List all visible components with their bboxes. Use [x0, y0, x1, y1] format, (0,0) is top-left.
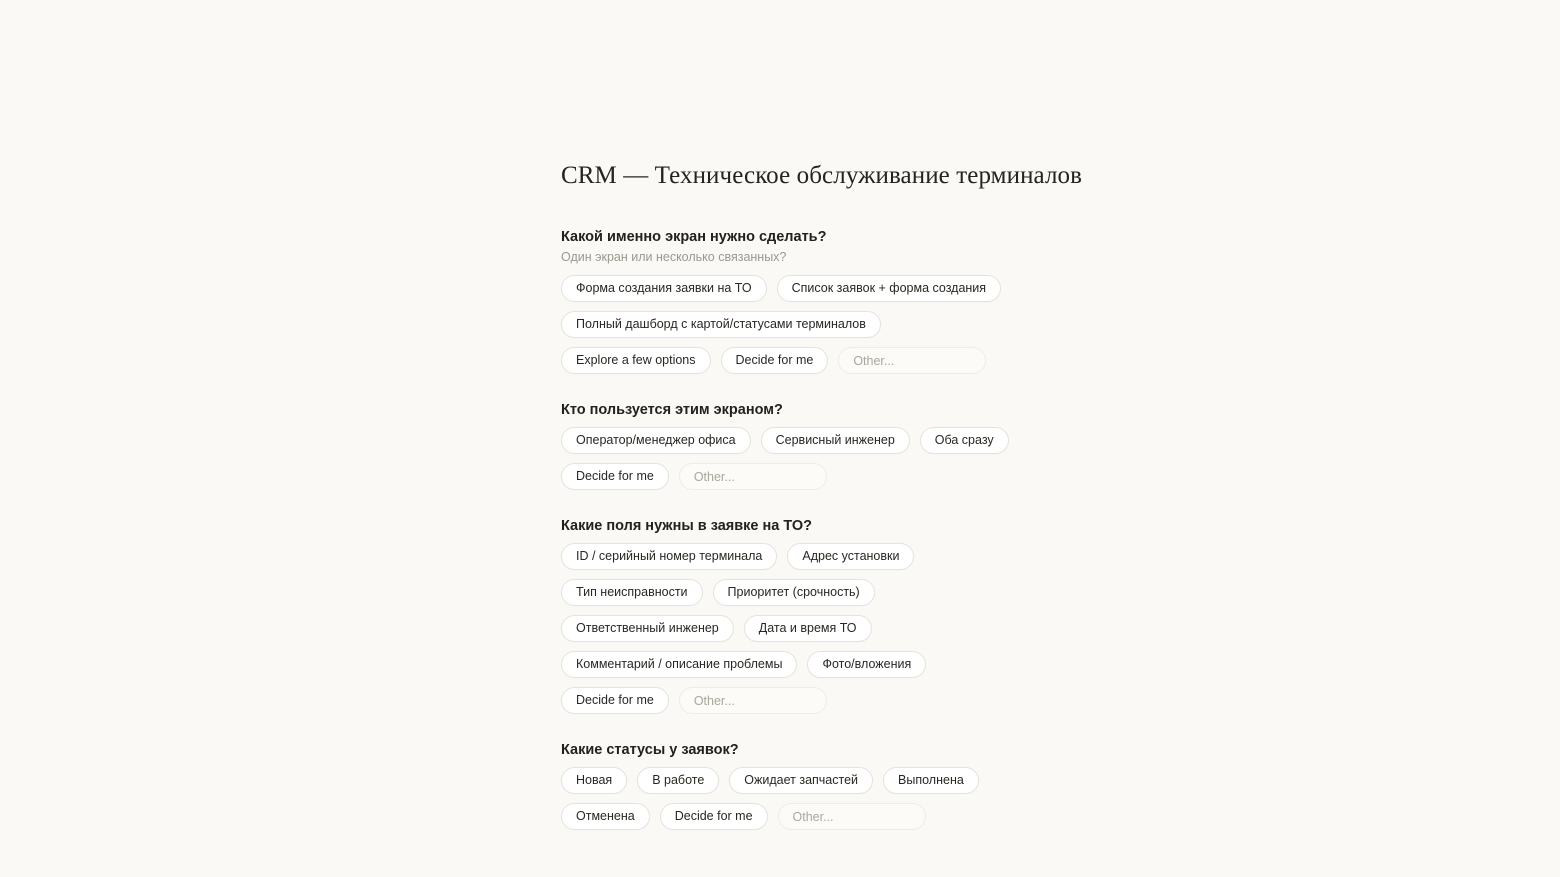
option-chip[interactable]: Дата и время ТО	[744, 615, 872, 642]
option-chip[interactable]: ID / серийный номер терминала	[561, 543, 777, 570]
option-chip[interactable]: Ожидает запчастей	[729, 767, 873, 794]
option-chip[interactable]: Фото/вложения	[807, 651, 926, 678]
question-block-2	[561, 401, 1121, 490]
option-chip[interactable]: Оператор/менеджер офиса	[561, 427, 751, 454]
option-chip[interactable]: Отменена	[561, 803, 650, 830]
option-chip[interactable]: Ответственный инженер	[561, 615, 734, 642]
question-heading-4: Какие статусы у заявок?	[561, 742, 739, 758]
other-input[interactable]	[838, 347, 986, 374]
option-chip[interactable]: Сервисный инженер	[761, 427, 910, 454]
option-chip[interactable]: Тип неисправности	[561, 579, 703, 606]
decide-for-me-chip[interactable]: Decide for me	[561, 687, 669, 714]
option-chip[interactable]: Адрес установки	[787, 543, 914, 570]
option-chip[interactable]: Оба сразу	[920, 427, 1009, 454]
question-heading-3: Какие поля нужны в заявке на ТО?	[561, 518, 812, 534]
option-chip[interactable]: Полный дашборд с картой/статусами терминалов	[561, 311, 881, 338]
option-chip[interactable]: В работе	[637, 767, 719, 794]
option-chip-group-3	[561, 543, 1039, 714]
option-chip[interactable]: Приоритет (срочность)	[713, 579, 875, 606]
explore-options-chip[interactable]: Explore a few options	[561, 347, 711, 374]
option-chip[interactable]: Список заявок + форма создания	[777, 275, 1001, 302]
question-block-1	[561, 228, 1121, 374]
option-chip-group-1	[561, 275, 1039, 374]
decide-for-me-chip[interactable]: Decide for me	[660, 803, 768, 830]
question-heading-2: Кто пользуется этим экраном?	[561, 402, 783, 418]
option-chip-group-2	[561, 427, 1039, 490]
option-chip[interactable]: Новая	[561, 767, 627, 794]
decide-for-me-chip[interactable]: Decide for me	[721, 347, 829, 374]
option-chip-group-4	[561, 767, 1039, 830]
question-block-4	[561, 741, 1121, 830]
option-chip[interactable]: Комментарий / описание проблемы	[561, 651, 797, 678]
other-input[interactable]	[679, 687, 827, 714]
question-block-3	[561, 517, 1121, 714]
question-subtitle-1: Один экран или несколько связанных?	[561, 250, 787, 264]
question-heading-1: Какой именно экран нужно сделать?	[561, 229, 827, 245]
questionnaire-column	[561, 160, 1121, 857]
decide-for-me-chip[interactable]: Decide for me	[561, 463, 669, 490]
other-input[interactable]	[778, 803, 926, 830]
option-chip[interactable]: Выполнена	[883, 767, 979, 794]
option-chip[interactable]: Форма создания заявки на ТО	[561, 275, 767, 302]
other-input[interactable]	[679, 463, 827, 490]
page-title: CRM — Техническое обслуживание терминалов	[561, 162, 1083, 189]
